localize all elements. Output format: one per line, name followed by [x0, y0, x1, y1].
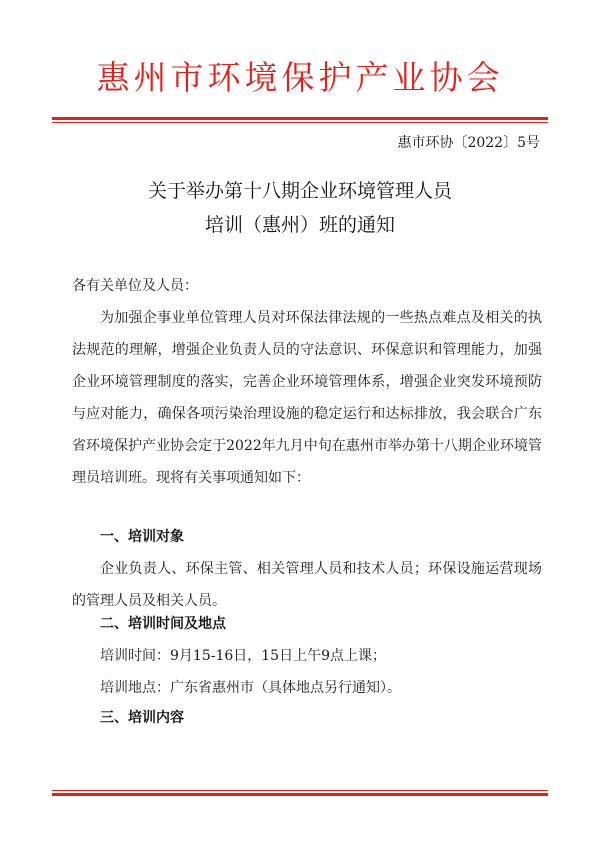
notice-title-line-1: 关于举办第十八期企业环境管理人员 — [147, 180, 452, 202]
salutation: 各有关单位及人员： — [72, 278, 198, 294]
footer-rule-thin — [52, 790, 548, 791]
header-rule-thin — [52, 122, 548, 123]
section-3-heading: 三、培训内容 — [100, 710, 184, 726]
training-time: 培训时间：9月15-16日，15日上午9点上课； — [100, 648, 386, 664]
intro-paragraph: 为加强企事业单位管理人员对环保法律法规的一些热点难点及相关的执法规范的理解，增强企业负责人员的守法意识、环保意识和管理能力，加强企业环境管理制度的落实，完善企业环境管理体系，增强企业突发环境预防与应对能力，确保各项污染治理设施的稳定运行和达标排放，我会联合广东省环境保护产业协会定于2022年九月中旬在惠州市举办第十八期企业环境管理员培训班。现将有关事项通知如下： — [72, 310, 542, 486]
section-1-heading: 一、培训对象 — [100, 529, 184, 545]
notice-title-line-2: 培训（惠州）班的通知 — [204, 214, 395, 236]
organization-title: 惠州市环境保护产业协会 — [96, 58, 504, 97]
footer-rule-thick — [52, 793, 548, 796]
section-1-text: 企业负责人、环保主管、相关管理人员和技术人员；环保设施运营现场的管理人员及相关人员。 — [72, 561, 542, 609]
document-number: 惠市环协〔2022〕5号 — [397, 135, 540, 151]
training-place: 培训地点：广东省惠州市（具体地点另行通知）。 — [100, 680, 401, 696]
section-2-heading: 二、培训时间及地点 — [100, 616, 226, 632]
header-rule-thick — [52, 117, 548, 120]
